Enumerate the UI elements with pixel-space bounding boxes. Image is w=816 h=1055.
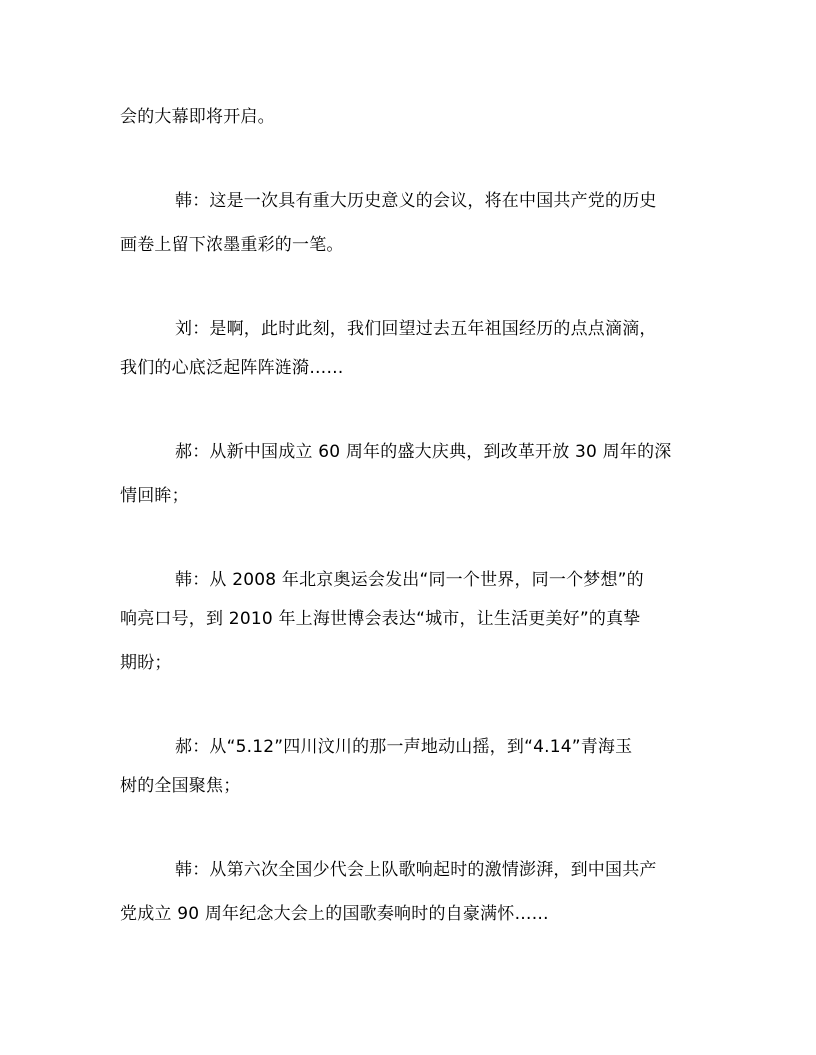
paragraph-5-line-1: 韩：从 2008 年北京奥运会发出“同一个世界，同一个梦想”的 [175,570,644,590]
paragraph-4-line-2: 情回眸； [120,486,189,506]
paragraph-2-line-2: 画卷上留下浓墨重彩的一笔。 [120,235,344,255]
paragraph-6-line-2: 树的全国聚焦； [120,776,241,796]
paragraph-5-line-2: 响亮口号，到 2010 年上海世博会表达“城市，让生活更美好”的真挚 [120,609,641,629]
paragraph-3-line-2: 我们的心底泛起阵阵涟漪…… [120,358,344,378]
paragraph-1-line-1: 会的大幕即将开启。 [120,107,275,127]
paragraph-7-line-1: 韩：从第六次全国少代会上队歌响起时的激情澎湃，到中国共产 [175,860,657,880]
paragraph-6-line-1: 郝：从“5.12”四川汶川的那一声地动山摇，到“4.14”青海玉 [175,737,633,757]
paragraph-2-line-1: 韩：这是一次具有重大历史意义的会议，将在中国共产党的历史 [175,191,657,211]
paragraph-7-line-2: 党成立 90 周年纪念大会上的国歌奏响时的自豪满怀…… [120,904,549,924]
paragraph-3-line-1: 刘：是啊，此时此刻，我们回望过去五年祖国经历的点点滴滴， [175,319,657,339]
paragraph-5-line-3: 期盼； [120,653,172,673]
paragraph-4-line-1: 郝：从新中国成立 60 周年的盛大庆典，到改革开放 30 周年的深 [175,442,672,462]
